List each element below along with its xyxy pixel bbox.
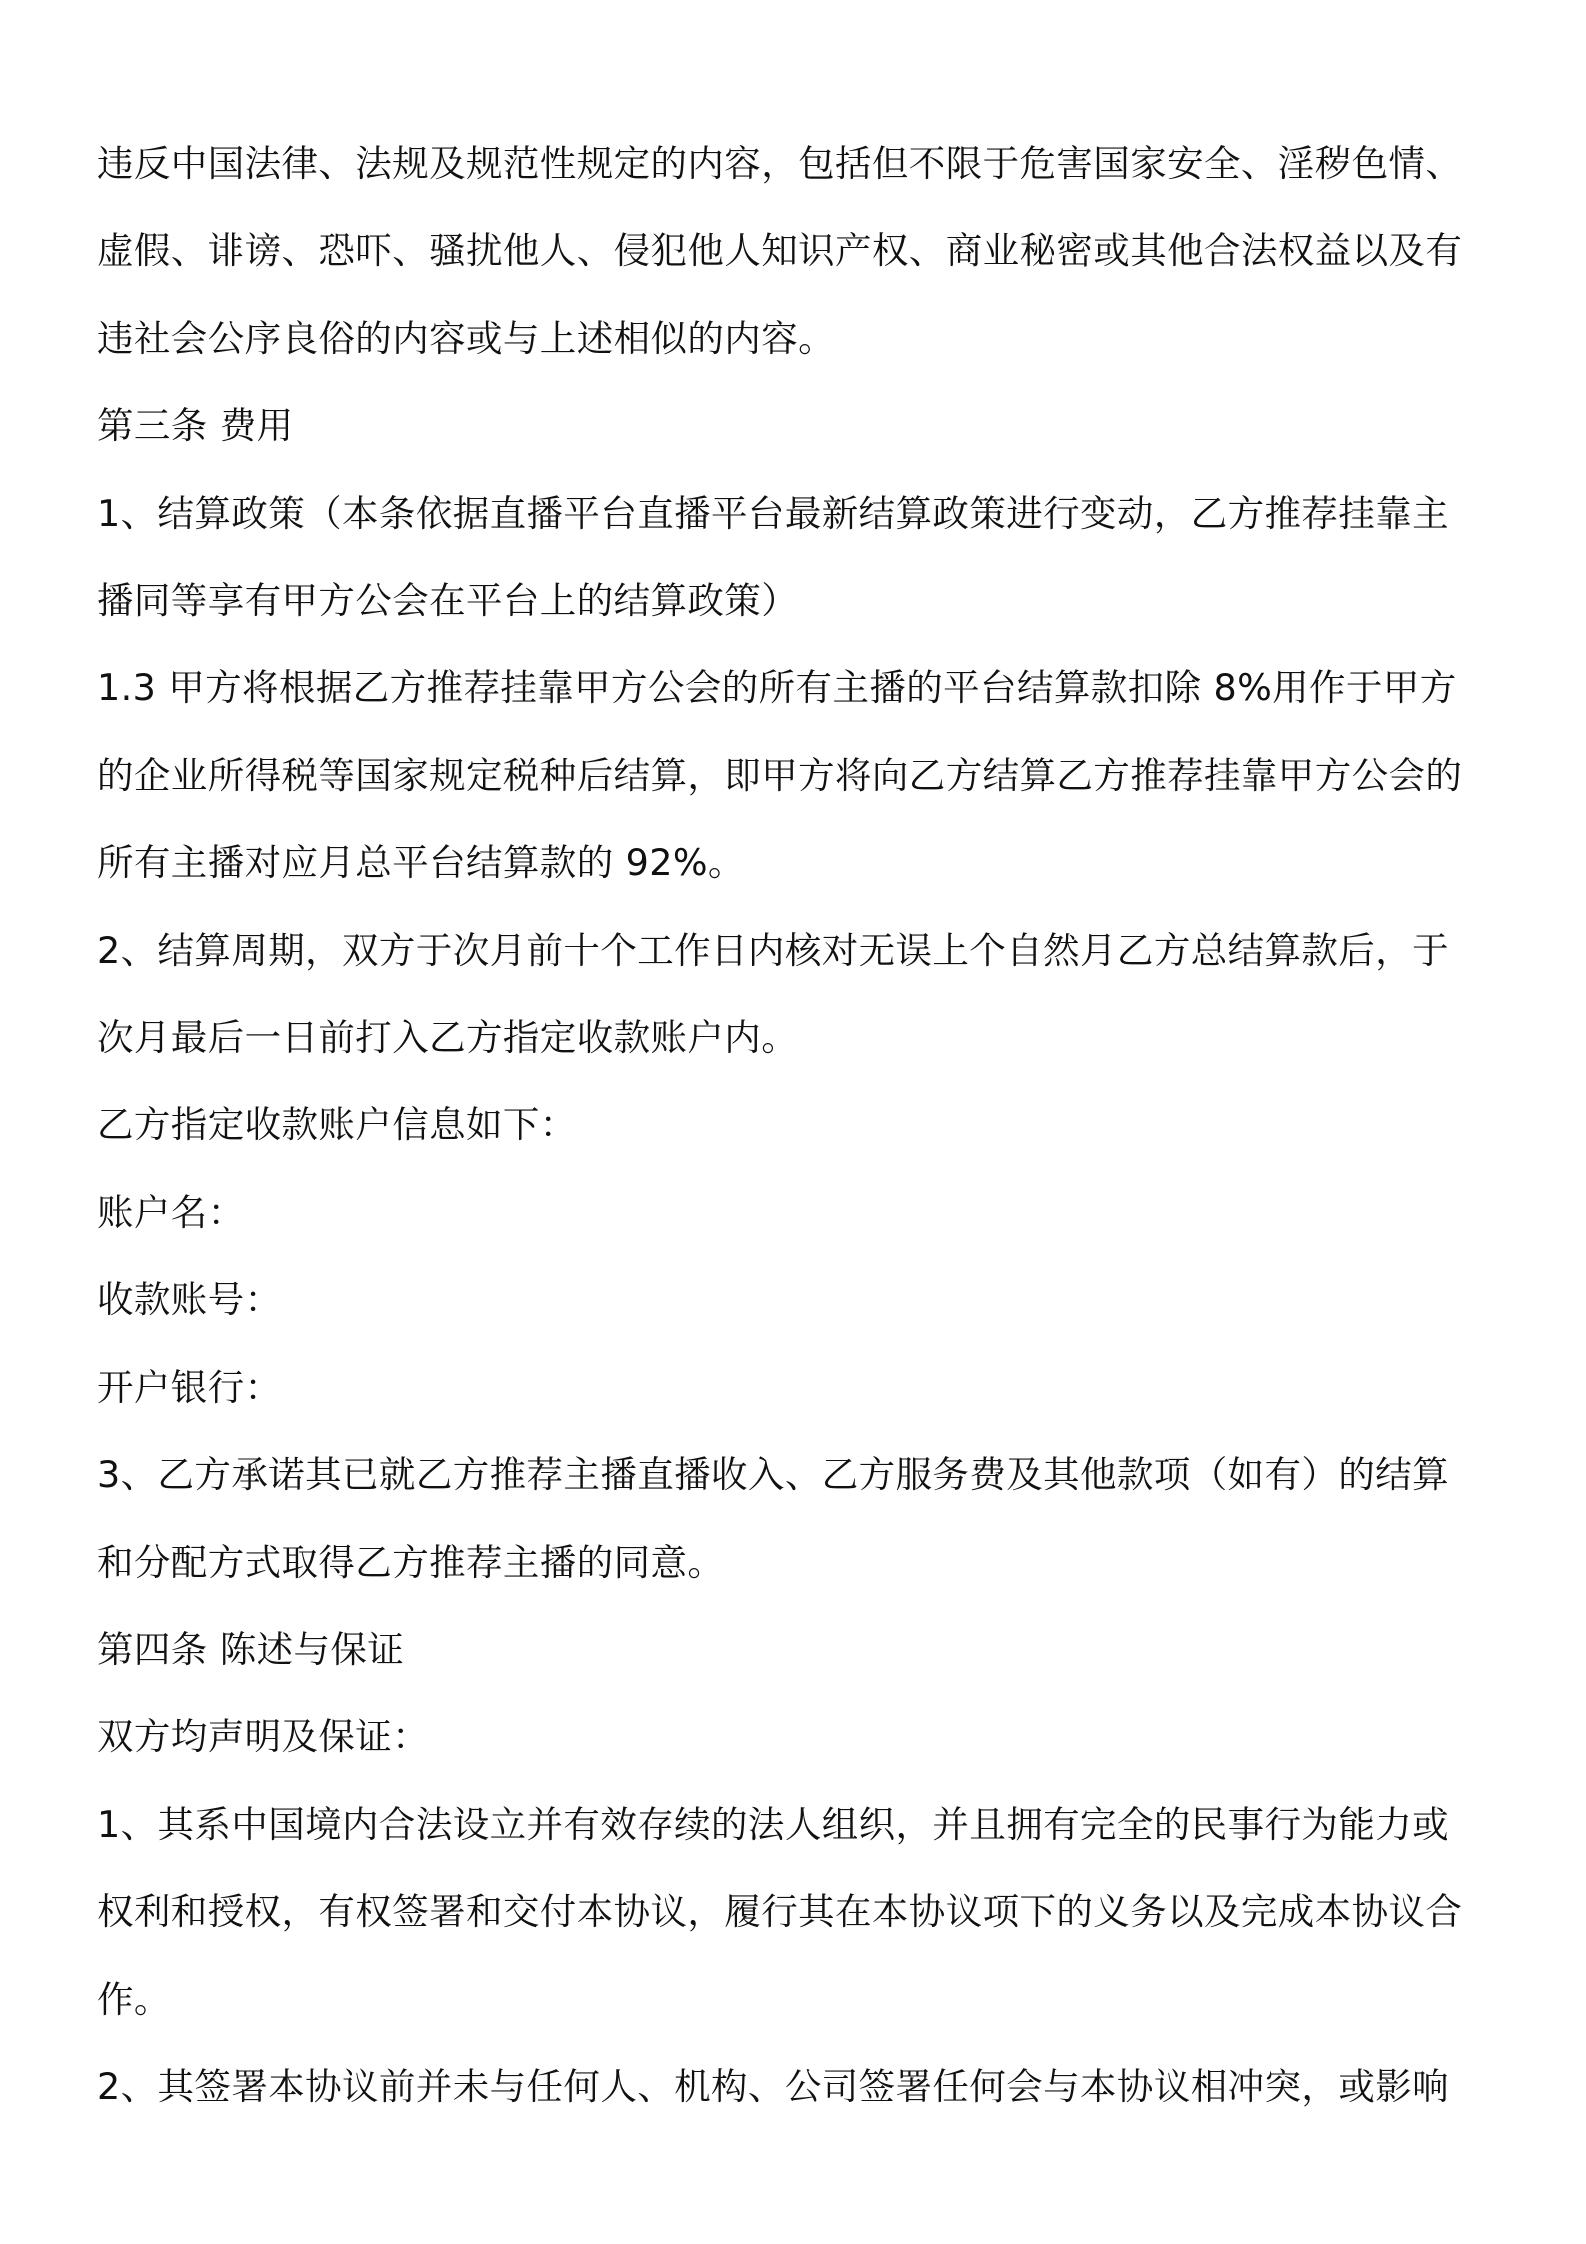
account-info-label: 乙方指定收款账户信息如下： (97, 1103, 577, 1147)
text-line: 违社会公序良俗的内容或与上述相似的内容。 (97, 316, 835, 360)
text-line: 1.3 甲方将根据乙方推荐挂靠甲方公会的所有主播的平台结算款扣除 8%用作于甲方 (97, 666, 1457, 710)
text-line: 的企业所得税等国家规定税种后结算，即甲方将向乙方结算乙方推荐挂靠甲方公会的 (97, 753, 1463, 797)
text-line: 1、结算政策（本条依据直播平台直播平台最新结算政策进行变动，乙方推荐挂靠主 (97, 491, 1450, 535)
account-name-label: 账户名： (97, 1190, 245, 1234)
text-line: 和分配方式取得乙方推荐主播的同意。 (97, 1540, 725, 1584)
section-heading-article-3: 第三条 费用 (97, 404, 294, 448)
text-line: 2、其签署本协议前并未与任何人、机构、公司签署任何会与本协议相冲突，或影响 (97, 2064, 1450, 2108)
text-line: 双方均声明及保证： (97, 1715, 430, 1759)
text-line: 2、结算周期，双方于次月前十个工作日内核对无误上个自然月乙方总结算款后，于 (97, 928, 1450, 972)
section-heading-article-4: 第四条 陈述与保证 (97, 1627, 405, 1671)
text-line: 3、乙方承诺其已就乙方推荐主播直播收入、乙方服务费及其他款项（如有）的结算 (97, 1453, 1450, 1497)
text-line: 作。 (97, 1977, 171, 2021)
text-line: 违反中国法律、法规及规范性规定的内容，包括但不限于危害国家安全、淫秽色情、 (97, 142, 1463, 185)
text-line: 所有主播对应月总平台结算款的 92%。 (97, 841, 745, 885)
text-line: 1、其系中国境内合法设立并有效存续的法人组织，并且拥有完全的民事行为能力或 (97, 1802, 1450, 1846)
text-line: 虚假、诽谤、恐吓、骚扰他人、侵犯他人知识产权、商业秘密或其他合法权益以及有 (97, 229, 1463, 273)
account-number-label: 收款账号： (97, 1278, 282, 1322)
document-body (97, 120, 1497, 2130)
text-line: 播同等享有甲方公会在平台上的结算政策） (97, 579, 799, 623)
text-line: 权利和授权，有权签署和交付本协议，履行其在本协议项下的义务以及完成本协议合 (97, 1890, 1463, 1934)
bank-name-label: 开户银行： (97, 1365, 282, 1409)
text-line: 次月最后一日前打入乙方指定收款账户内。 (97, 1016, 799, 1060)
